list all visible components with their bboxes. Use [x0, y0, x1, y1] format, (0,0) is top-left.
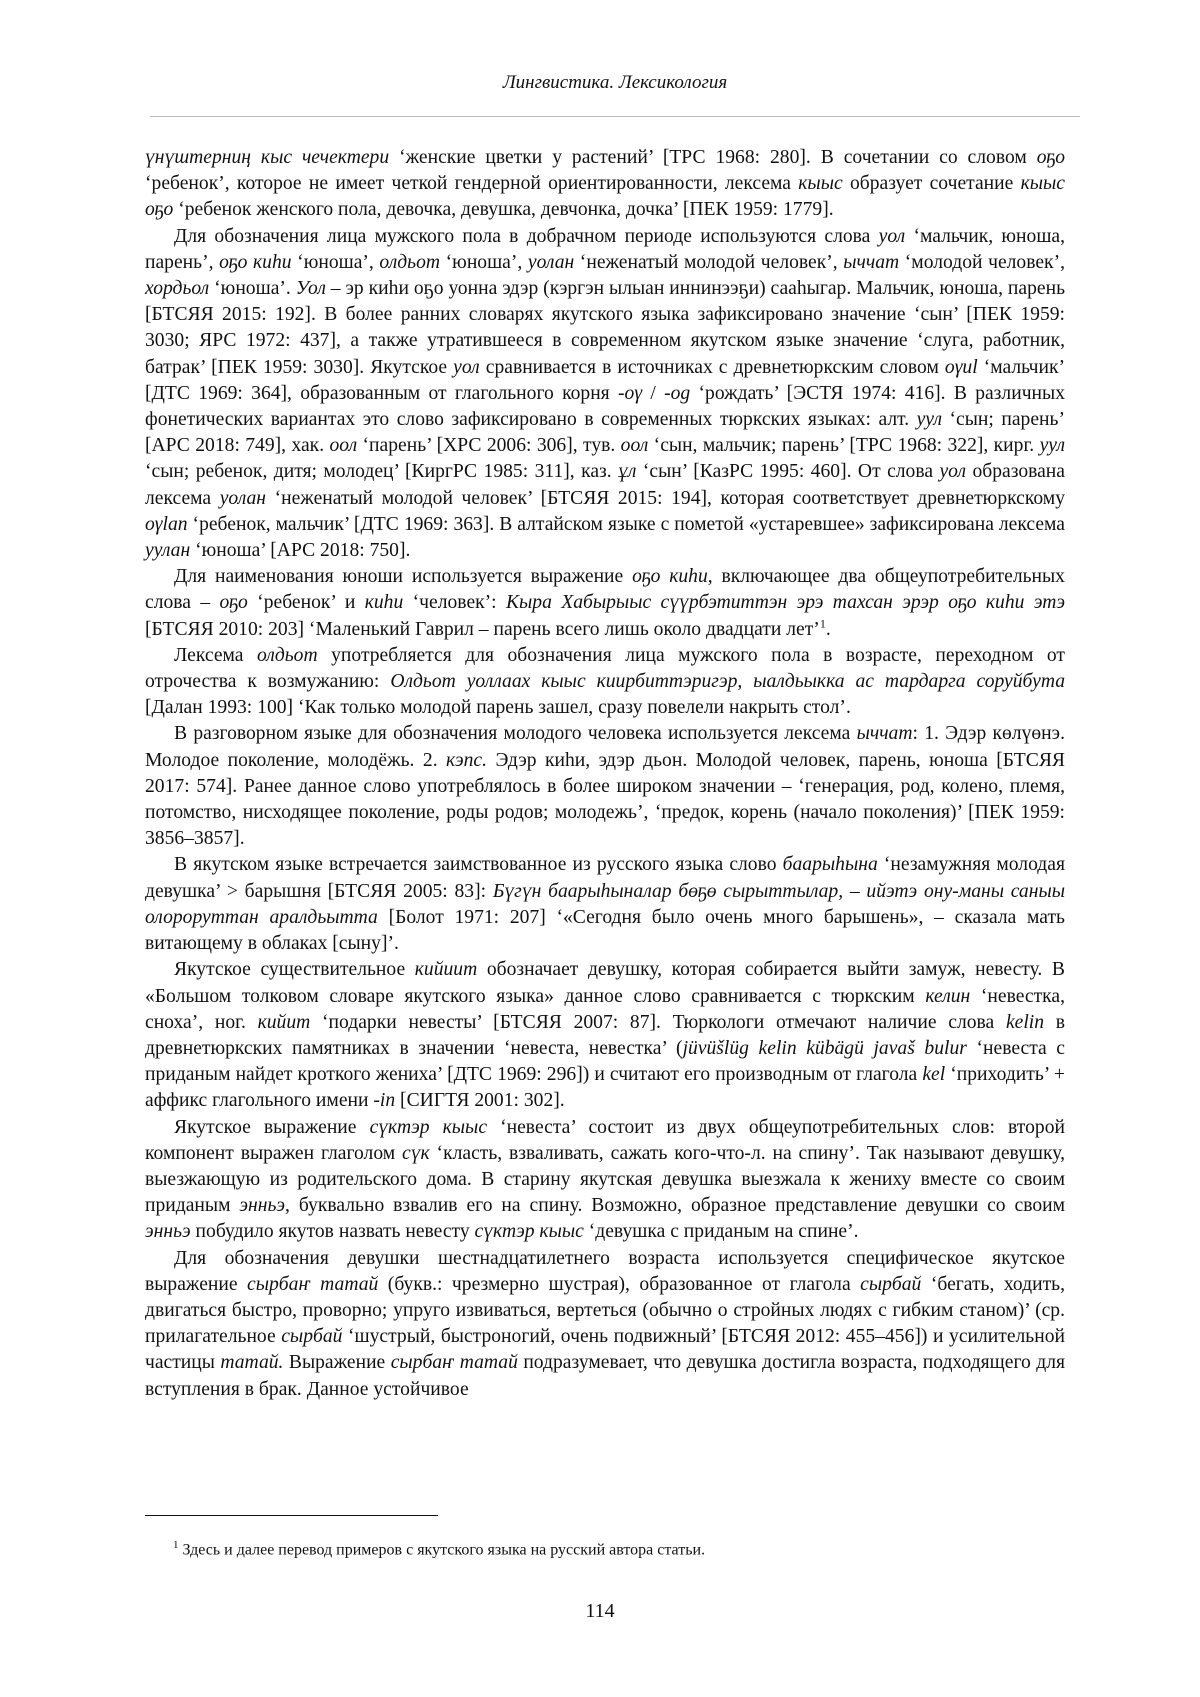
text-run: Для обозначения лица мужского пола в добрачном периоде используются слова: [174, 225, 879, 247]
italic-term: оҕо киһи: [632, 566, 708, 588]
text-run: ‘невестка, сноха’, ног.: [145, 985, 1065, 1033]
text-run: /: [642, 382, 665, 404]
paragraph: [145, 1246, 1065, 1403]
text-run: ‘бегать, ходить, двигаться быстро, проворно; упруго извиваться, вертеться (обычно о стройных людях с гибким станом)’ (ср. прилагательное: [145, 1273, 1066, 1348]
italic-term: уолан: [527, 251, 575, 273]
page-number: 114: [585, 1600, 615, 1622]
text-run: В разговорном языке для обозначения молодого человека используется лексема: [174, 723, 857, 745]
text-run: ‘человек’:: [403, 592, 506, 614]
article-body: [145, 145, 1065, 1403]
paragraph: [145, 852, 1065, 957]
text-run: ‘приходить’ + аффикс глагольного имени: [145, 1064, 1065, 1112]
italic-term: кийит: [257, 1011, 311, 1033]
italic-term: уол: [939, 461, 967, 483]
italic-term: олдьот: [379, 251, 441, 273]
text-run: ‘подарки невесты’ [БТСЯЯ 2007: 87]. Тюркологи отмечают наличие слова: [310, 1011, 1006, 1033]
italic-term: кыыс оҕо: [145, 173, 1065, 221]
text-run: сравнивается в источниках с древнетюркским словом: [479, 356, 945, 378]
text-run: ‘парень’ [ХРС 2006: 306], тув.: [357, 435, 621, 457]
text-run: ‘шустрый, быстроногий, очень подвижный’ [БТСЯЯ 2012: 455–456]) и усилительной частицы: [145, 1326, 1066, 1374]
text-run: ‘ребенок женского пола, девочка, девушка, девчонка, дочка’ [ПЕК 1959: 1779].: [173, 199, 834, 221]
running-title: Лингвистика. Лексикология: [502, 72, 728, 93]
text-run: Эдэр киһи, эдэр дьон. Молодой человек, парень, юноша [БТСЯЯ 2017: 574]. Ранее данное слово употреблялось в более широком значении – ‘генерация, род, колено, племя, потомство, нисходящее поколение, роды родов; молодежь’, ‘предок, корень (начало поколения)’ [ПЕК 1959: 3856–3857].: [145, 749, 1065, 850]
italic-term: -oγ: [618, 382, 643, 404]
italic-term: Олдьот уоллаах кыыс киирбиттэригэр, ыалдьыкка ас тардарга соруйбута: [390, 671, 1066, 693]
text-run: ‘сын; парень’ [АРС 2018: 749], хак.: [145, 409, 1065, 457]
italic-term: оол: [329, 435, 358, 457]
text-run: ‘мальчик’ [ДТС 1969: 364], образованным от глагольного корня: [145, 356, 1065, 404]
text-run: Для обозначения девушки шестнадцатилетнего возраста используется специфическое якутское выражение: [145, 1247, 1065, 1295]
italic-term: Уол: [295, 278, 326, 300]
italic-term: сырбай: [281, 1326, 343, 1348]
text-run: ‘неженатый молодой человек’,: [574, 251, 844, 273]
text-run: ‘молодой человек’,: [899, 251, 1065, 273]
text-run: побудило якутов назвать невесту: [190, 1221, 475, 1243]
footnote-reference: 1: [819, 616, 826, 631]
text-run: ‘ребенок’ и: [247, 592, 365, 614]
text-run: в древнетюркских памятниках в значении ‘невеста, невестка’ (: [145, 1011, 1065, 1059]
paragraph: [145, 145, 1065, 224]
italic-term: уул: [916, 409, 943, 431]
italic-term: энньэ: [239, 1195, 286, 1217]
italic-term: олдьот: [256, 644, 318, 666]
text-run: ‘невеста с приданым найдет кроткого жениха’ [ДТС 1969: 296]) и считают его производным от глагола: [145, 1037, 1065, 1086]
text-run: : 1. Эдэр көлүөнэ. Молодое поколение, молодёжь. 2.: [145, 723, 1065, 771]
italic-term: келин: [925, 985, 971, 1007]
italic-term: уулан: [145, 540, 191, 562]
italic-term: oγlan: [145, 513, 188, 535]
footnote: [173, 1535, 1053, 1560]
italic-term: сырбаҥ татай: [390, 1352, 518, 1374]
text-run: образована лексема: [145, 461, 1065, 509]
text-run: ‘рождать’ [ЭСТЯ 1974: 416]. В различных фонетических вариантах это слово зафиксировано в современных тюркских языках: алт.: [145, 382, 1065, 431]
text-run: ‘юноша’ [АРС 2018: 750].: [190, 540, 411, 562]
text-run: Лексема: [174, 644, 257, 666]
italic-term: оол: [620, 435, 649, 457]
italic-term: кийиит: [414, 959, 478, 981]
italic-term: татай.: [220, 1352, 284, 1374]
italic-term: уолан: [219, 487, 266, 509]
text-run: Якутское выражение: [174, 1116, 370, 1138]
italic-term: ұл: [618, 461, 637, 483]
italic-term: сырбаҥ татай: [247, 1273, 379, 1295]
text-run: ‘незамужняя молодая девушка’ > барышня [БТСЯЯ 2005: 83]:: [145, 854, 1065, 902]
italic-term: оҕо киһи: [219, 251, 292, 273]
italic-term: оҕо: [1036, 147, 1066, 168]
text-run: В якутском языке встречается заимствованное из русского языка слово: [174, 854, 783, 876]
text-run: , буквально взвалив его на спину. Возможно, образное представление девушки со своим: [285, 1195, 1065, 1217]
text-run: – эр киһи оҕо уонна эдэр (кэргэн ылыан иннинээҕи) сааһыгар. Мальчик, юноша, парень [БТСЯЯ 2015: 192]. В более ранних словарях якутского языка зафиксировано значение ‘сын’ [ПЕК 1959: 3030; ЯРС 1972: 437], а также утратившееся в современном якутском языке значение ‘слуга, работник, батрак’ [ПЕК 1959: 3030]. Якутское: [145, 278, 1065, 378]
italic-term: Бүгүн баарыһыналар бөҕө сырыттылар, – ийэтэ ону-маны саныы олороруттан аралдьытта: [145, 880, 1065, 928]
text-run: , включающее два общеупотребительных слова –: [145, 566, 1065, 614]
italic-term: -in: [373, 1090, 396, 1112]
text-run: подразумевает, что девушка достигла возраста, подходящего для вступления в брак. Данное устойчивое: [145, 1352, 1065, 1400]
italic-term: Кыра Хабырыыс сүүрбэтиттэн эрэ тахсан эрэр оҕо киһи этэ: [506, 592, 1065, 614]
text-run: [Далан 1993: 100] ‘Как только молодой парень зашел, сразу повелели накрыть стол’.: [145, 697, 851, 719]
text-run: ‘класть, взваливать, сажать кого-что-л. на спину’. Так называют девушку, выезжающую из родительского дома. В старину якутская девушка выезжала к жениху вместе со своим приданым: [145, 1142, 1065, 1217]
text-run: ‘сын’ [КазРС 1995: 460]. От слова: [636, 461, 940, 483]
text-run: ‘девушка с приданым на спине’.: [583, 1221, 859, 1243]
paragraph: [145, 957, 1065, 1114]
italic-term: ыччат: [843, 251, 900, 273]
text-run: ‘юноша’,: [440, 251, 528, 273]
italic-term: уул: [1039, 435, 1065, 457]
text-run: ‘невеста’ состоит из двух общеупотребительных слов: второй компонент выражен глаголом: [145, 1116, 1065, 1164]
paragraph: [145, 564, 1065, 643]
text-run: образует сочетание: [842, 173, 1021, 195]
paragraph: [145, 721, 1065, 852]
italic-term: сүк: [402, 1142, 430, 1164]
italic-term: кэпс.: [446, 749, 487, 771]
italic-term: хордьол: [145, 278, 210, 300]
italic-term: оҕо: [219, 592, 248, 614]
italic-term: сүктэр кыыс: [369, 1116, 488, 1138]
paragraph: [145, 643, 1065, 722]
text-run: ‘мальчик, юноша, парень’,: [145, 225, 1066, 273]
paragraph: [145, 224, 1065, 565]
italic-term: баарыһына: [782, 854, 878, 876]
text-run: ‘сын, мальчик; парень’ [ТРС 1968: 322], кирг.: [648, 435, 1040, 457]
italic-term: уол: [453, 356, 480, 378]
text-run: (букв.: чрезмерно шустрая), образованное от глагола: [378, 1273, 861, 1295]
text-run: Для наименования юноши используется выражение: [174, 566, 633, 588]
text-run: ‘сын; ребенок, дитя; молодец’ [КиргРС 1985: 311], каз.: [145, 461, 619, 483]
text-run: ‘юноша’,: [291, 251, 380, 273]
text-run: ‘ребенок’, которое не имеет четкой гендерной ориентированности, лексема: [145, 173, 799, 195]
italic-term: kelin: [1005, 1011, 1045, 1033]
text-run: Якутское существительное: [174, 959, 415, 981]
text-run: .: [825, 618, 831, 640]
italic-term: сүктэр кыыс: [474, 1221, 584, 1243]
text-run: [Болот 1971: 207] ‘«Сегодня было очень много барышень», – сказала мать витающему в облаках [сыну]’.: [145, 906, 1065, 955]
italic-term: kel: [922, 1064, 946, 1086]
text-run: ‘неженатый молодой человек’ [БТСЯЯ 2015: 194], которая соответствует древнетюркскому: [266, 487, 1065, 509]
italic-term: энньэ: [145, 1221, 191, 1243]
italic-term: oγul: [944, 356, 978, 378]
text-run: ‘юноша’.: [209, 278, 296, 300]
header-divider: [150, 116, 1080, 117]
text-run: [БТСЯЯ 2010: 203] ‘Маленький Гаврил – парень всего лишь около двадцати лет’: [145, 618, 820, 640]
text-run: Выражение: [283, 1352, 391, 1374]
italic-term: сырбай: [860, 1273, 922, 1295]
italic-term: киһи: [364, 592, 404, 614]
italic-term: -og: [664, 382, 691, 404]
text-run: ‘женские цветки у растений’ [ТРС 1968: 280]. В сочетании со словом: [389, 147, 1037, 168]
text-run: [СИГТЯ 2001: 302].: [395, 1090, 565, 1112]
text-run: обозначает девушку, которая собирается выйти замуж, невесту. В «Большом толковом словаре якутского языка» данное слово сравнивается с тюркским: [145, 959, 1065, 1007]
footnote-divider: [145, 1515, 438, 1516]
italic-term: ыччат: [856, 723, 913, 745]
footnote-marker: 1: [173, 1539, 179, 1551]
italic-term: үнүштерниң кыс чечектери: [145, 147, 390, 168]
italic-term: кыыс: [798, 173, 843, 195]
italic-term: уол: [878, 225, 906, 247]
footnote-text: Здесь и далее перевод примеров с якутского языка на русский автора статьи.: [182, 1541, 706, 1559]
italic-term: jüvüšlüg kelin kübägü javaš bulur: [682, 1037, 967, 1059]
text-run: ‘ребенок, мальчик’ [ДТС 1969: 363]. В алтайском языке с пометой «устаревшее» зафиксирована лексема: [187, 513, 1065, 535]
text-run: употребляется для обозначения лица мужского пола в возрасте, переходном от отрочества к возмужанию:: [145, 644, 1065, 693]
paragraph: [145, 1115, 1065, 1246]
